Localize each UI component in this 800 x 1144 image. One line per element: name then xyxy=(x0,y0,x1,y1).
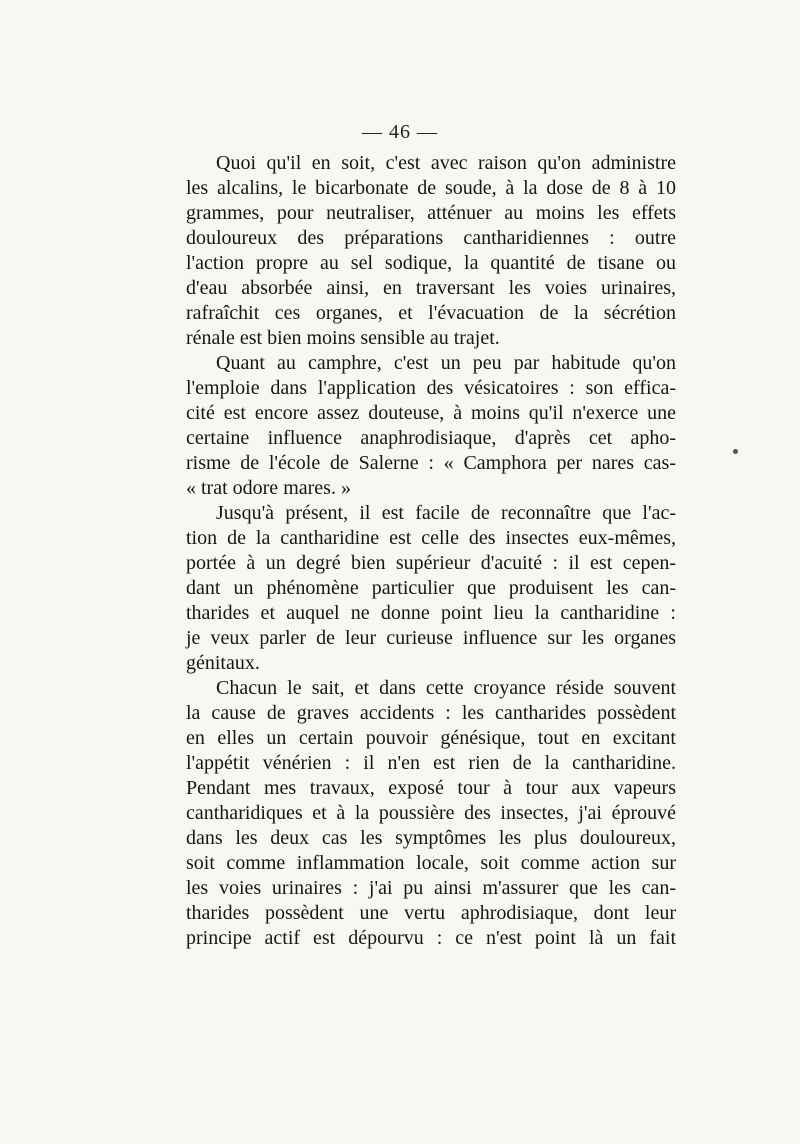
text-line: génitaux. xyxy=(186,652,260,674)
body-text xyxy=(186,151,676,951)
text-line: Jusqu'à présent, il est facile de reconnaître que l'ac- xyxy=(216,502,676,524)
text-line: tharides et auquel ne donne point lieu la cantharidine : xyxy=(186,602,676,624)
text-line: cité est encore assez douteuse, à moins qu'il n'exerce une xyxy=(186,402,676,424)
text-line: risme de l'école de Salerne : « Camphora per nares cas- xyxy=(186,452,676,474)
paragraph xyxy=(186,351,676,501)
page-number: — 46 — xyxy=(362,121,438,143)
text-line: la cause de graves accidents : les cantharides possèdent xyxy=(186,702,676,724)
paragraph xyxy=(186,151,676,351)
paragraph xyxy=(186,501,676,676)
ink-speck xyxy=(733,449,738,454)
text-line: grammes, pour neutraliser, atténuer au moins les effets xyxy=(186,202,676,224)
text-line: les alcalins, le bicarbonate de soude, à la dose de 8 à 10 xyxy=(186,177,676,199)
text-line: d'eau absorbée ainsi, en traversant les voies urinaires, xyxy=(186,277,676,299)
text-line: je veux parler de leur curieuse influence sur les organes xyxy=(186,627,676,649)
text-line: dans les deux cas les symptômes les plus douloureux, xyxy=(186,827,676,849)
text-line: tharides possèdent une vertu aphrodisiaque, dont leur xyxy=(186,902,676,924)
text-line: l'emploie dans l'application des vésicatoires : son effica- xyxy=(186,377,676,399)
text-line: cantharidiques et à la poussière des insectes, j'ai éprouvé xyxy=(186,802,676,824)
text-line: rénale est bien moins sensible au trajet. xyxy=(186,327,500,349)
text-line: douloureux des préparations cantharidiennes : outre xyxy=(186,227,676,249)
text-line: dant un phénomène particulier que produisent les can- xyxy=(186,577,676,599)
text-line: soit comme inflammation locale, soit comme action sur xyxy=(186,852,676,874)
text-line: Pendant mes travaux, exposé tour à tour aux vapeurs xyxy=(186,777,676,799)
text-line: l'action propre au sel sodique, la quantité de tisane ou xyxy=(186,252,676,274)
text-line: principe actif est dépourvu : ce n'est point là un fait xyxy=(186,927,676,949)
text-line: Quoi qu'il en soit, c'est avec raison qu'on administre xyxy=(216,152,676,174)
text-line: Chacun le sait, et dans cette croyance réside souvent xyxy=(216,677,676,699)
text-line: tion de la cantharidine est celle des insectes eux-mêmes, xyxy=(186,527,676,549)
text-line: en elles un certain pouvoir génésique, tout en excitant xyxy=(186,727,676,749)
text-line: portée à un degré bien supérieur d'acuité : il est cepen- xyxy=(186,552,676,574)
text-line: l'appétit vénérien : il n'en est rien de la cantharidine. xyxy=(186,752,676,774)
text-line: « trat odore mares. » xyxy=(186,477,351,499)
paragraph xyxy=(186,676,676,951)
text-line: certaine influence anaphrodisiaque, d'après cet apho- xyxy=(186,427,676,449)
text-line: Quant au camphre, c'est un peu par habitude qu'on xyxy=(216,352,676,374)
text-line: rafraîchit ces organes, et l'évacuation de la sécrétion xyxy=(186,302,676,324)
text-line: les voies urinaires : j'ai pu ainsi m'assurer que les can- xyxy=(186,877,676,899)
